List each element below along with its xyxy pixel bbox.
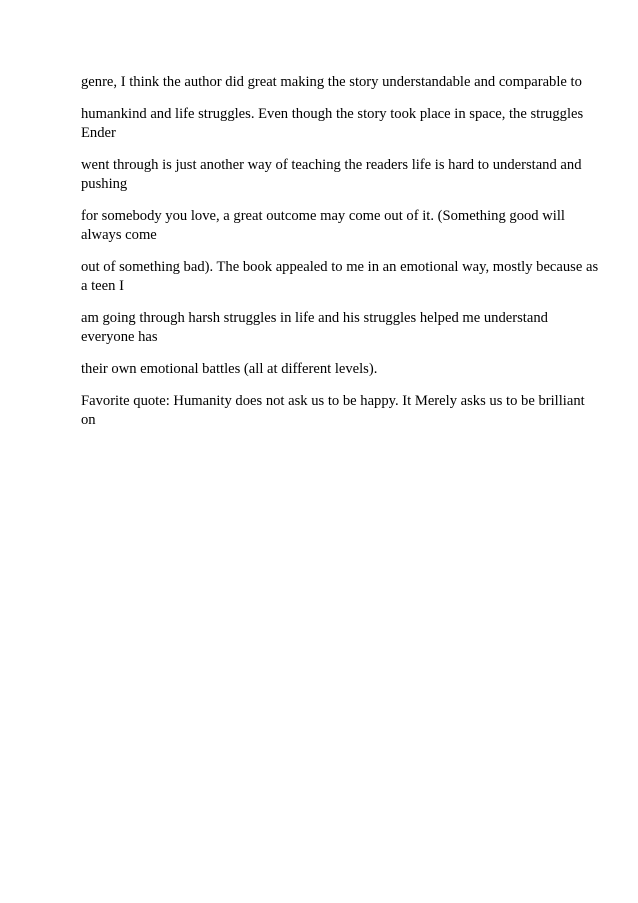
paragraph: out of something bad). The book appealed to me in an emotional way, mostly because as a teen I [81,259,599,294]
paragraph: genre, I think the author did great making the story understandable and comparable to [81,74,582,90]
paragraph: humankind and life struggles. Even though the story took place in space, the struggles Ender [81,106,584,141]
document-body [81,73,601,443]
paragraph: their own emotional battles (all at different levels). [81,361,378,377]
paragraph: am going through harsh struggles in life and his struggles helped me understand everyone has [81,310,548,345]
paragraph: Favorite quote: Humanity does not ask us to be happy. It Merely asks us to be brilliant on [81,393,585,428]
paragraph: went through is just another way of teaching the readers life is hard to understand and pushing [81,157,582,192]
paragraph: for somebody you love, a great outcome may come out of it. (Something good will always come [81,208,565,243]
